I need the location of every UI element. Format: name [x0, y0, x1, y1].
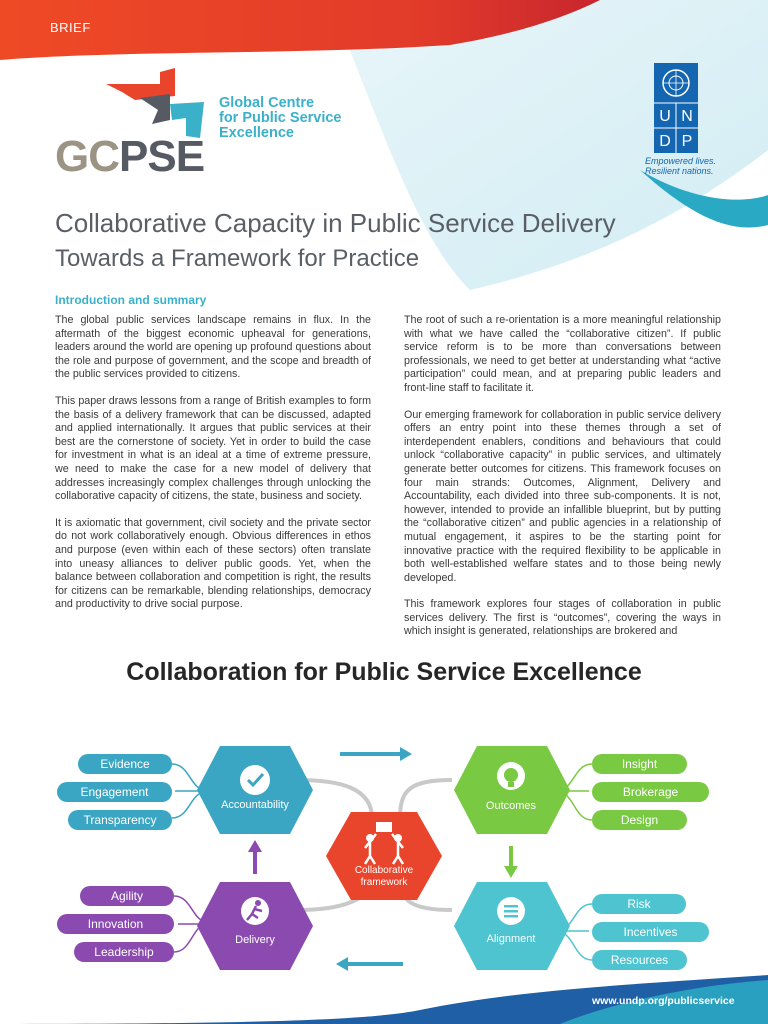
pill-insight: Insight: [592, 754, 687, 774]
un-emblem-icon: [654, 63, 698, 153]
hex-label-delivery: Delivery: [235, 934, 275, 946]
gcpse-wordmark: [55, 132, 204, 182]
hex-label-accountability: Accountability: [221, 799, 289, 811]
arrow-left-icon: [336, 957, 403, 971]
framework-diagram: [0, 700, 768, 990]
body-column-1: [55, 314, 371, 646]
pill-innovation: Innovation: [57, 914, 174, 934]
pill-risk: Risk: [592, 894, 686, 914]
hex-alignment: [454, 882, 570, 970]
pill-incentives: Incentives: [592, 922, 709, 942]
idea-head-icon: [497, 762, 525, 790]
pill-brokerage: Brokerage: [592, 782, 709, 802]
hex-label-alignment: Alignment: [486, 933, 536, 945]
svg-text:P: P: [681, 133, 693, 150]
pill-leadership: Leadership: [74, 942, 174, 962]
pill-transparency: Transparency: [68, 810, 172, 830]
paragraph: It is axiomatic that government, civil society and the private sector do not work collaboratively enough. Obvious differences in ethos and purpose (even within each of these sectors) often translate into uneasy alliances to deliver public goods. Yet, when the balance between collaboration and competition is right, the results for citizens can be remarkable, blending relationships, democracy and productivity to drive social purpose.: [55, 516, 371, 611]
undp-tagline-2: Resilient nations.: [645, 166, 714, 176]
pill-evidence: Evidence: [78, 754, 172, 774]
center-label-1: Collaborative: [354, 865, 414, 876]
paragraph: The global public services landscape remains in flux. In the aftermath of the biggest economic upheaval for generations, leaders around the world are opening up profound questions about the role and purpose of government, and the scope and breadth of the public services provided to citizens.: [55, 314, 371, 381]
pill-engagement: Engagement: [57, 782, 172, 802]
pill-resources: Resources: [592, 950, 687, 970]
page-title: Collaborative Capacity in Public Service Delivery: [55, 208, 616, 238]
footer-url-link[interactable]: www.undp.org/publicservice: [592, 995, 735, 1007]
org-name-line-2: for Public Service: [219, 110, 342, 126]
paragraph: The root of such a re-orientation is a more meaningful relationship with what we have called the “collaborative citizen”. If public service reform is to be more than conversations between professionals, we need to get better at understanding what “active participation” could mean, and at preparing public leaders and front-line staff to facilitate it.: [404, 314, 721, 394]
paragraph: This paper draws lessons from a range of British examples to form the basis of a delivery framework that can be discussed, adapted and applied internationally. It argues that public services at their best are the cornerstone of society. Yet in order to build the case for investment in what is an ideal at a time of extreme pressure, we need to make the case for a new model of delivery that addresses increasingly complex challenges through unlocking the collaborative capacity of citizens, the state, business and society.: [55, 394, 371, 503]
hex-delivery: [197, 882, 313, 970]
svg-text:D: D: [659, 133, 671, 150]
brief-label: BRIEF: [50, 20, 91, 35]
undp-tagline-1: Empowered lives.: [645, 156, 717, 166]
hex-label-center: [324, 865, 444, 889]
arrow-up-icon: [248, 840, 262, 874]
arrow-down-icon: [504, 846, 518, 878]
svg-text:N: N: [681, 108, 693, 125]
page-subtitle: Towards a Framework for Practice: [55, 245, 420, 272]
running-person-icon: [241, 897, 269, 925]
undp-tagline: [645, 156, 716, 176]
org-name-line-1: Global Centre: [219, 95, 315, 111]
wordmark-pse: PSE: [119, 132, 205, 181]
hex-label-outcomes: Outcomes: [485, 800, 537, 812]
diagram-title: Collaboration for Public Service Excellence: [126, 658, 642, 686]
hex-outcomes: [454, 746, 570, 834]
org-name-line-3: Excellence: [219, 125, 294, 141]
body-column-2: [404, 314, 721, 646]
org-name: [219, 96, 342, 141]
gcpse-flag-logo-icon: [100, 64, 210, 142]
pill-agility: Agility: [80, 886, 174, 906]
svg-text:U: U: [659, 108, 671, 125]
undp-logo: [654, 63, 698, 153]
pill-design: Design: [592, 810, 687, 830]
wordmark-gc: GC: [55, 132, 119, 181]
list-icon: [497, 897, 525, 925]
center-label-2: framework: [360, 877, 408, 888]
paragraph: This framework explores four stages of collaboration in public services delivery. The first is “outcomes”, covering the ways in which insight is generated, relationships are brokered and: [404, 598, 721, 638]
paragraph: Our emerging framework for collaboration in public service delivery offers an entry point into these themes through a set of interdependent enablers, conditions and behaviours that could unlock “collaborative capacity” in public services, and ultimately generate better outcomes for citizens. This framework focuses on four main strands: Outcomes, Alignment, Delivery and Accountability, each divided into three sub-components. It is not, however, intended to provide an infallible blueprint, but by putting the “collaborative citizen” and public agencies in a relationship of mutual engagement, it aspires to be the starting point for innovative practice with the required flexibility to be applicable in both well-established welfare states and to those being newly developed.: [404, 408, 721, 584]
intro-heading: Introduction and summary: [55, 293, 207, 307]
arrow-right-icon: [340, 747, 412, 761]
check-icon: [240, 765, 270, 795]
